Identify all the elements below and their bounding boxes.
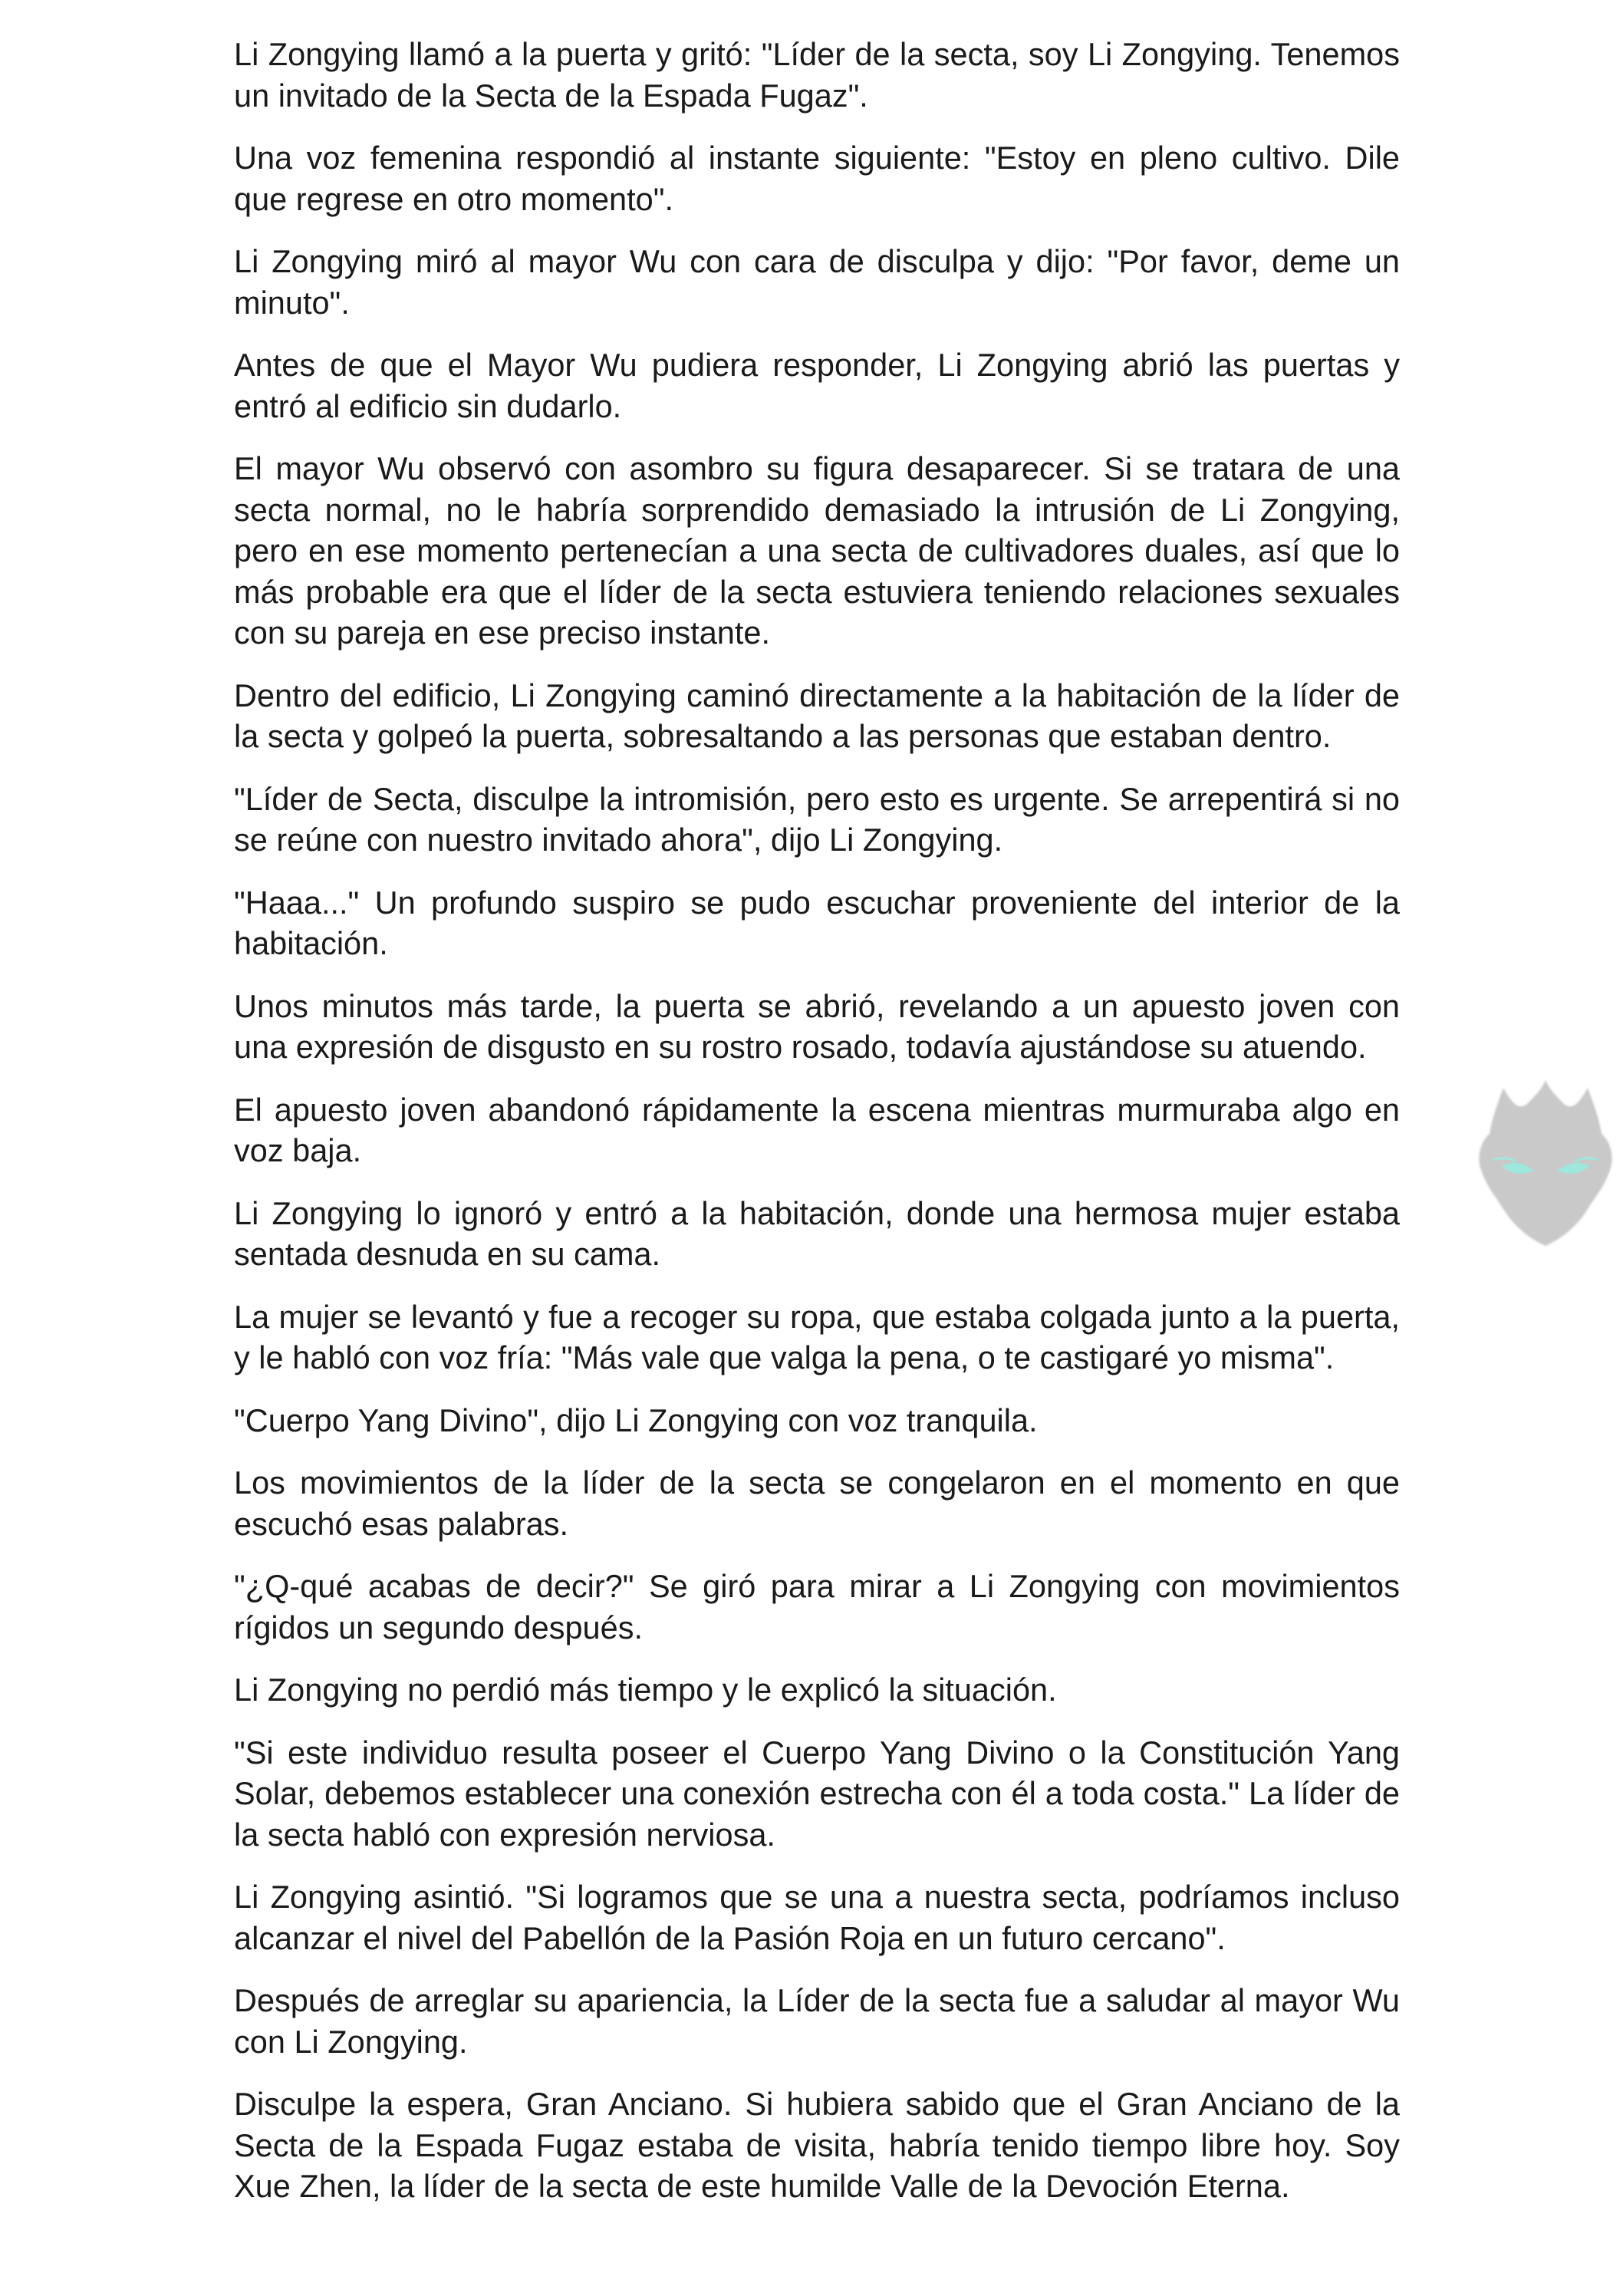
paragraph: Unos minutos más tarde, la puerta se abrió, revelando a un apuesto joven con una expresión de disgusto en su rostro rosado, todavía ajustándose su atuendo.	[234, 987, 1400, 1065]
paragraph: El mayor Wu observó con asombro su figura desaparecer. Si se tratara de una secta normal, no le habría sorprendido demasiado la intrusión de Li Zongying, pero en ese momento pertenecían a una secta de cultivadores duales, así que lo más probable era que el líder de la secta estuviera teniendo relaciones sexuales con su pareja en ese preciso instante.	[234, 450, 1400, 651]
paragraph: "¿Q-qué acabas de decir?" Se giró para mirar a Li Zongying con movimientos rígidos un segundo después.	[234, 1568, 1400, 1645]
demon-head-icon	[1473, 1074, 1618, 1250]
paragraph: Una voz femenina respondió al instante siguiente: "Estoy en pleno cultivo. Dile que regrese en otro momento".	[234, 140, 1400, 217]
watermark-logo	[1473, 1074, 1618, 1250]
paragraph: Después de arreglar su apariencia, la Líder de la secta fue a saludar al mayor Wu con Li Zongying.	[234, 1982, 1400, 2060]
paragraph: "Líder de Secta, disculpe la intromisión, pero esto es urgente. Se arrepentirá si no se reúne con nuestro invitado ahora", dijo Li Zongying.	[234, 780, 1400, 858]
paragraph: Li Zongying asintió. "Si logramos que se una a nuestra secta, podríamos incluso alcanzar el nivel del Pabellón de la Pasión Roja en un futuro cercano".	[234, 1879, 1400, 1956]
paragraph: La mujer se levantó y fue a recoger su ropa, que estaba colgada junto a la puerta, y le habló con voz fría: "Más vale que valga la pena, o te castigaré yo misma".	[234, 1298, 1400, 1375]
paragraph: Li Zongying llamó a la puerta y gritó: "Líder de la secta, soy Li Zongying. Tenemos un invitado de la Secta de la Espada Fugaz".	[234, 36, 1400, 114]
paragraph: Li Zongying lo ignoró y entró a la habitación, donde una hermosa mujer estaba sentada desnuda en su cama.	[234, 1194, 1400, 1272]
paragraph: "Haaa..." Un profundo suspiro se pudo escuchar proveniente del interior de la habitación.	[234, 884, 1400, 961]
paragraph: El apuesto joven abandonó rápidamente la escena mientras murmuraba algo en voz baja.	[234, 1091, 1400, 1168]
paragraph: Li Zongying miró al mayor Wu con cara de disculpa y dijo: "Por favor, deme un minuto".	[234, 243, 1400, 321]
paragraph: Antes de que el Mayor Wu pudiera responder, Li Zongying abrió las puertas y entró al edificio sin dudarlo.	[234, 347, 1400, 424]
paragraph: Disculpe la espera, Gran Anciano. Si hubiera sabido que el Gran Anciano de la Secta de la Espada Fugaz estaba de visita, habría tenido tiempo libre hoy. Soy Xue Zhen, la líder de la secta de este humilde Valle de la Devoción Eterna.	[234, 2086, 1400, 2204]
paragraph: "Cuerpo Yang Divino", dijo Li Zongying con voz tranquila.	[234, 1402, 1038, 1438]
paragraph: Los movimientos de la líder de la secta se congelaron en el momento en que escuchó esas palabras.	[234, 1464, 1400, 1542]
paragraph: "Si este individuo resulta poseer el Cuerpo Yang Divino o la Constitución Yang Solar, debemos establecer una conexión estrecha con él a toda costa." La líder de la secta habló con expresión nerviosa.	[234, 1734, 1400, 1853]
paragraph: Li Zongying no perdió más tiempo y le explicó la situación.	[234, 1672, 1057, 1708]
document-body	[234, 34, 1400, 2228]
paragraph: Dentro del edificio, Li Zongying caminó directamente a la habitación de la líder de la secta y golpeó la puerta, sobresaltando a las personas que estaban dentro.	[234, 677, 1400, 754]
